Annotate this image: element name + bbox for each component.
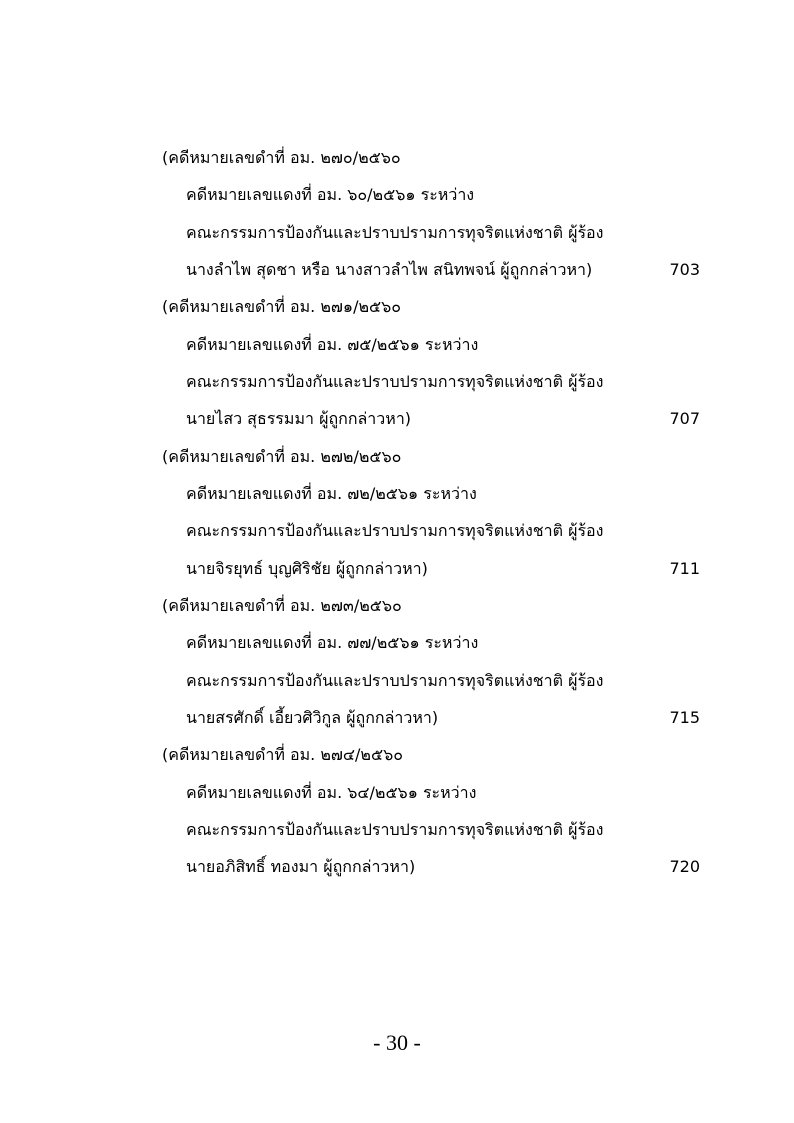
- defendant-line: นายไสว สุธรรมมา ผู้ถูกกล่าวหา): [186, 409, 412, 428]
- defendant-line: นายอภิสิทธิ์ ทองมา ผู้ถูกกล่าวหา): [186, 857, 416, 876]
- red-case-number: คดีหมายเลขแดงที่ อม. ๗๒/๒๕๖๑ ระหว่าง: [186, 484, 477, 503]
- plaintiff-line: คณะกรรมการป้องกันและปราบปรามการทุจริตแห่งชาติ ผู้ร้อง: [186, 372, 604, 391]
- black-case-number: (คดีหมายเลขดำที่ อม. ๒๗๐/๒๕๖๐: [162, 148, 401, 167]
- page-reference: 703: [669, 260, 700, 279]
- page-reference: 707: [669, 409, 700, 428]
- black-case-number: (คดีหมายเลขดำที่ อม. ๒๗๑/๒๕๖๐: [162, 297, 402, 316]
- red-case-number: คดีหมายเลขแดงที่ อม. ๖๔/๒๕๖๑ ระหว่าง: [186, 783, 477, 802]
- red-case-number: คดีหมายเลขแดงที่ อม. ๗๕/๒๕๖๑ ระหว่าง: [186, 335, 479, 354]
- page-number-footer: - 30 -: [373, 1030, 421, 1055]
- page-reference: 711: [669, 559, 700, 578]
- plaintiff-line: คณะกรรมการป้องกันและปราบปรามการทุจริตแห่งชาติ ผู้ร้อง: [186, 671, 604, 690]
- page-reference: 720: [669, 857, 700, 876]
- red-case-number: คดีหมายเลขแดงที่ อม. ๖๐/๒๕๖๑ ระหว่าง: [186, 185, 475, 204]
- red-case-number: คดีหมายเลขแดงที่ อม. ๗๗/๒๕๖๑ ระหว่าง: [186, 633, 479, 652]
- plaintiff-line: คณะกรรมการป้องกันและปราบปรามการทุจริตแห่งชาติ ผู้ร้อง: [186, 521, 604, 540]
- black-case-number: (คดีหมายเลขดำที่ อม. ๒๗๒/๒๕๖๐: [162, 447, 402, 466]
- defendant-line: นายจิรยุทธ์ บุญศิริชัย ผู้ถูกกล่าวหา): [186, 559, 428, 578]
- plaintiff-line: คณะกรรมการป้องกันและปราบปรามการทุจริตแห่งชาติ ผู้ร้อง: [186, 223, 604, 242]
- black-case-number: (คดีหมายเลขดำที่ อม. ๒๗๓/๒๕๖๐: [162, 596, 402, 615]
- page-reference: 715: [669, 708, 700, 727]
- defendant-line: นางลำไพ สุดชา หรือ นางสาวลำไพ สนิทพจน์ ผู้ถูกกล่าวหา): [186, 260, 593, 279]
- black-case-number: (คดีหมายเลขดำที่ อม. ๒๗๔/๒๕๖๐: [162, 745, 403, 764]
- plaintiff-line: คณะกรรมการป้องกันและปราบปรามการทุจริตแห่งชาติ ผู้ร้อง: [186, 820, 604, 839]
- defendant-line: นายสรศักดิ์ เอี้ยวศิวิกูล ผู้ถูกกล่าวหา): [186, 708, 439, 727]
